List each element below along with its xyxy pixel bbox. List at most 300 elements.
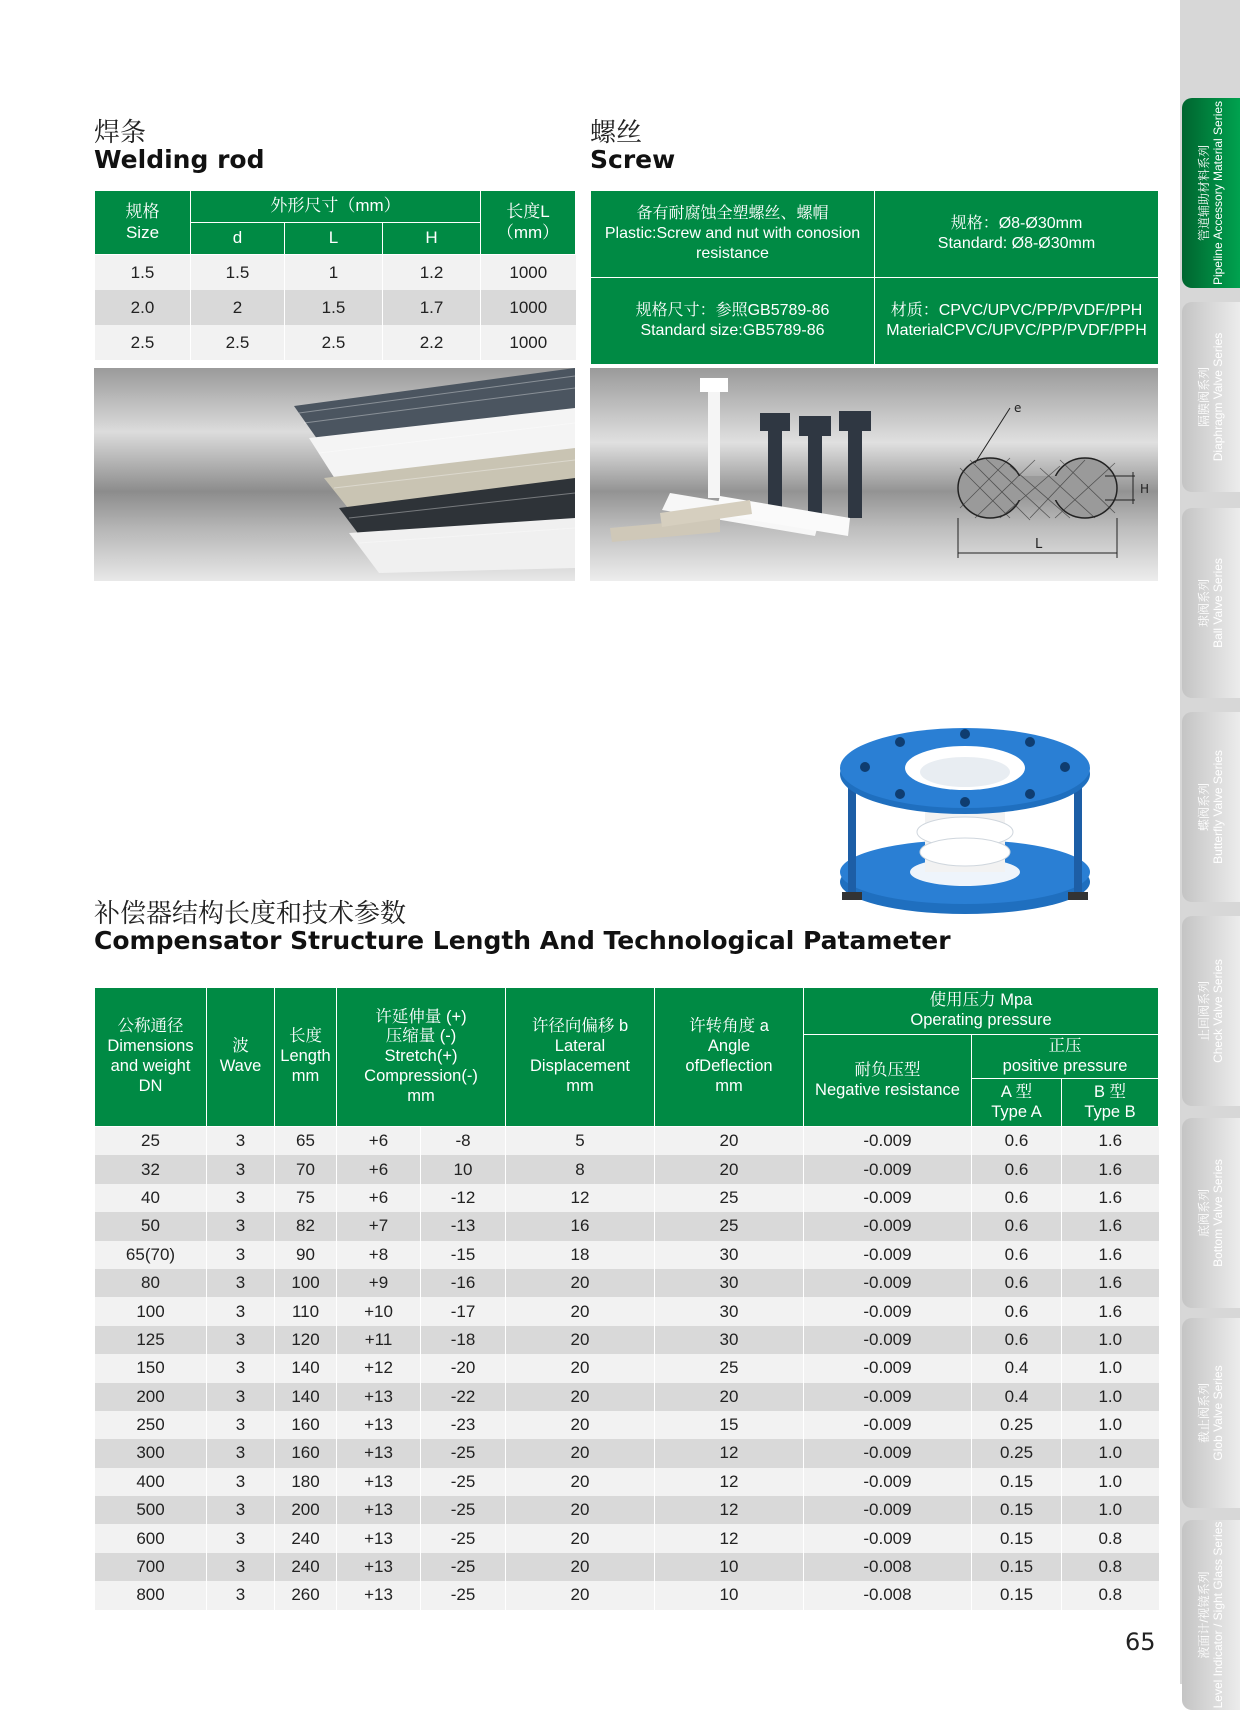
screw-photo bbox=[590, 368, 1158, 581]
negative-resistance-header bbox=[804, 1035, 972, 1127]
table-cell: 2.5 bbox=[285, 325, 383, 360]
table-cell: 80 bbox=[95, 1269, 207, 1297]
table-cell: 25 bbox=[655, 1184, 804, 1212]
side-tab-label-en: Check Valve Series bbox=[1211, 959, 1225, 1063]
side-tab-label bbox=[1197, 333, 1225, 462]
table-cell: -0.009 bbox=[804, 1269, 972, 1297]
table-cell: 0.15 bbox=[972, 1468, 1062, 1496]
table-cell: 3 bbox=[207, 1212, 275, 1240]
table-cell: 700 bbox=[95, 1553, 207, 1581]
welding-rod-title-zh: 焊条 bbox=[94, 118, 147, 148]
table-cell: 1.6 bbox=[1062, 1184, 1159, 1212]
table-cell: 0.6 bbox=[972, 1297, 1062, 1325]
table-cell: 0.8 bbox=[1062, 1524, 1159, 1552]
page-number: 65 bbox=[1125, 1628, 1156, 1656]
table-cell: -17 bbox=[421, 1297, 506, 1325]
table-cell: 32 bbox=[95, 1155, 207, 1183]
type-b-header bbox=[1062, 1079, 1159, 1127]
length-header bbox=[481, 191, 576, 255]
type-a-zh: A 型 bbox=[1000, 1082, 1033, 1101]
table-cell: +6 bbox=[337, 1155, 421, 1183]
table-cell: 0.4 bbox=[972, 1383, 1062, 1411]
compensator-illustration bbox=[830, 712, 1100, 922]
table-cell: 1.5 bbox=[191, 255, 285, 291]
table-cell: 2.5 bbox=[95, 325, 191, 360]
screw-cell-standard bbox=[875, 191, 1159, 278]
table-row bbox=[95, 1581, 1159, 1609]
screw-size-zh: 规格尺寸：参照GB5789-86 bbox=[635, 302, 830, 319]
table-cell: 1 bbox=[285, 255, 383, 291]
table-cell: 1.0 bbox=[1062, 1411, 1159, 1439]
table-cell: 260 bbox=[275, 1581, 337, 1609]
table-cell: 3 bbox=[207, 1553, 275, 1581]
table-cell: 1.0 bbox=[1062, 1439, 1159, 1467]
table-cell: -0.009 bbox=[804, 1297, 972, 1325]
table-cell: -0.009 bbox=[804, 1155, 972, 1183]
lateral-header-4: mm bbox=[566, 1076, 594, 1095]
side-tab-label-zh: 截止阀系列 bbox=[1197, 1383, 1211, 1444]
size-header-en: Size bbox=[125, 222, 160, 242]
table-row bbox=[95, 1127, 1159, 1156]
operating-pressure-zh: 使用压力 Mpa bbox=[929, 991, 1033, 1010]
angle-header-3: ofDeflection bbox=[685, 1057, 773, 1075]
table-cell: -25 bbox=[421, 1468, 506, 1496]
side-tab-label-en: Pipeline Accessory Material Series bbox=[1211, 100, 1225, 286]
side-tab-label-zh: 隔膜阀系列 bbox=[1197, 366, 1211, 428]
side-tab-label-zh: 液面计/视镜系列 bbox=[1197, 1571, 1211, 1659]
lateral-header-3: Displacement bbox=[530, 1057, 630, 1075]
dn-header-1: 公称通径 bbox=[117, 1017, 184, 1036]
side-tab[interactable] bbox=[1182, 712, 1240, 902]
table-cell: -0.008 bbox=[804, 1581, 972, 1609]
side-tab-label bbox=[1197, 558, 1225, 648]
table-cell: 25 bbox=[95, 1127, 207, 1156]
dimension-header: 外形尺寸（mm） bbox=[191, 191, 481, 223]
table-cell: 1.6 bbox=[1062, 1127, 1159, 1156]
table-cell: 75 bbox=[275, 1184, 337, 1212]
table-cell: 3 bbox=[207, 1524, 275, 1552]
length-header-unit: mm bbox=[291, 1066, 320, 1085]
table-cell: 800 bbox=[95, 1581, 207, 1609]
welding-rod-title-en: Welding rod bbox=[94, 145, 265, 174]
table-cell: -12 bbox=[421, 1184, 506, 1212]
side-tab[interactable] bbox=[1182, 98, 1240, 288]
table-cell: 20 bbox=[506, 1439, 655, 1467]
table-cell: 18 bbox=[506, 1241, 655, 1269]
table-cell: 2 bbox=[191, 290, 285, 325]
table-row bbox=[95, 1496, 1159, 1524]
wave-header bbox=[207, 988, 275, 1127]
side-tab-bar bbox=[1180, 0, 1240, 1709]
lateral-header bbox=[506, 988, 655, 1127]
table-cell: +7 bbox=[337, 1212, 421, 1240]
table-cell: -15 bbox=[421, 1241, 506, 1269]
l-header: L bbox=[285, 223, 383, 255]
length-header bbox=[275, 988, 337, 1127]
table-cell: 16 bbox=[506, 1212, 655, 1240]
side-tab-label-en: Diaphragm Valve Series bbox=[1211, 332, 1225, 462]
table-cell: +12 bbox=[337, 1354, 421, 1382]
size-header-zh: 规格 bbox=[125, 202, 160, 222]
screw-table bbox=[590, 190, 1159, 365]
table-cell: -22 bbox=[421, 1383, 506, 1411]
screw-size-en: Standard size:GB5789-86 bbox=[640, 322, 825, 339]
table-cell: +10 bbox=[337, 1297, 421, 1325]
table-cell: 65(70) bbox=[95, 1241, 207, 1269]
side-tab-label bbox=[1197, 750, 1225, 864]
length-header-zh: 长度L bbox=[506, 202, 550, 222]
table-cell: -0.009 bbox=[804, 1212, 972, 1240]
table-row bbox=[95, 290, 576, 325]
type-b-zh: B 型 bbox=[1093, 1082, 1127, 1101]
table-cell: -0.009 bbox=[804, 1468, 972, 1496]
table-cell: 3 bbox=[207, 1184, 275, 1212]
table-cell: 1.6 bbox=[1062, 1269, 1159, 1297]
table-cell: 20 bbox=[506, 1553, 655, 1581]
table-cell: 20 bbox=[506, 1581, 655, 1609]
type-a-header bbox=[972, 1079, 1062, 1127]
table-cell: 100 bbox=[95, 1297, 207, 1325]
table-cell: -25 bbox=[421, 1439, 506, 1467]
table-cell: 0.15 bbox=[972, 1496, 1062, 1524]
table-cell: 125 bbox=[95, 1326, 207, 1354]
side-tab[interactable] bbox=[1182, 1318, 1240, 1508]
table-row bbox=[95, 1326, 1159, 1354]
table-cell: 3 bbox=[207, 1297, 275, 1325]
screw-cell-material bbox=[875, 278, 1159, 365]
screw-material-zh: 材质：CPVC/UPVC/PP/PVDF/PPH bbox=[890, 302, 1143, 319]
table-cell: 20 bbox=[506, 1326, 655, 1354]
table-cell: 0.8 bbox=[1062, 1553, 1159, 1581]
table-cell: -0.009 bbox=[804, 1439, 972, 1467]
table-cell: 3 bbox=[207, 1155, 275, 1183]
side-tab[interactable] bbox=[1182, 1520, 1240, 1710]
table-row bbox=[95, 1354, 1159, 1382]
table-cell: -0.009 bbox=[804, 1127, 972, 1156]
table-cell: 300 bbox=[95, 1439, 207, 1467]
side-tab-label-zh: 底阀系列 bbox=[1197, 1188, 1211, 1238]
stretch-header-1: 许延伸量 (+) bbox=[375, 1007, 467, 1026]
table-cell: 400 bbox=[95, 1468, 207, 1496]
table-cell: 90 bbox=[275, 1241, 337, 1269]
table-cell: 12 bbox=[655, 1524, 804, 1552]
side-tab-label-zh: 止回阀系列 bbox=[1197, 980, 1211, 1042]
table-row bbox=[95, 1155, 1159, 1183]
table-cell: 240 bbox=[275, 1524, 337, 1552]
lateral-header-1: 许径向偏移 b bbox=[531, 1017, 629, 1036]
wave-header-en: Wave bbox=[219, 1057, 262, 1075]
screw-material-en: MaterialCPVC/UPVC/PP/PVDF/PPH bbox=[886, 322, 1147, 339]
table-cell: 25 bbox=[655, 1212, 804, 1240]
table-cell: 8 bbox=[506, 1155, 655, 1183]
side-tab[interactable] bbox=[1182, 508, 1240, 698]
table-cell: 2.5 bbox=[191, 325, 285, 360]
compensator-title-en: Compensator Structure Length And Technological Patameter bbox=[94, 926, 951, 955]
table-cell: 1.7 bbox=[383, 290, 481, 325]
positive-pressure-en: positive pressure bbox=[1002, 1056, 1128, 1075]
table-cell: 25 bbox=[655, 1354, 804, 1382]
stretch-header-2: 压缩量 (-) bbox=[385, 1027, 457, 1046]
table-cell: 30 bbox=[655, 1326, 804, 1354]
table-cell: +11 bbox=[337, 1326, 421, 1354]
side-tab-label bbox=[1197, 959, 1225, 1063]
table-cell: 0.25 bbox=[972, 1439, 1062, 1467]
table-cell: 3 bbox=[207, 1269, 275, 1297]
table-cell: 12 bbox=[655, 1468, 804, 1496]
table-cell: -20 bbox=[421, 1354, 506, 1382]
table-cell: 3 bbox=[207, 1411, 275, 1439]
operating-pressure-en: Operating pressure bbox=[910, 1011, 1052, 1029]
table-cell: 180 bbox=[275, 1468, 337, 1496]
table-cell: 0.15 bbox=[972, 1553, 1062, 1581]
side-tab-label bbox=[1197, 1522, 1225, 1709]
table-row bbox=[95, 255, 576, 291]
table-cell: +13 bbox=[337, 1411, 421, 1439]
table-cell: 0.25 bbox=[972, 1411, 1062, 1439]
table-cell: 1.6 bbox=[1062, 1241, 1159, 1269]
table-cell: -0.009 bbox=[804, 1354, 972, 1382]
compensator-title-zh: 补偿器结构长度和技术参数 bbox=[94, 899, 407, 929]
table-cell: 3 bbox=[207, 1127, 275, 1156]
table-cell: 3 bbox=[207, 1383, 275, 1411]
table-cell: 120 bbox=[275, 1326, 337, 1354]
table-cell: 20 bbox=[506, 1524, 655, 1552]
table-cell: +13 bbox=[337, 1581, 421, 1609]
table-cell: +8 bbox=[337, 1241, 421, 1269]
table-cell: -0.009 bbox=[804, 1383, 972, 1411]
table-cell: -8 bbox=[421, 1127, 506, 1156]
table-row bbox=[95, 1524, 1159, 1552]
table-cell: 500 bbox=[95, 1496, 207, 1524]
positive-pressure-zh: 正压 bbox=[1048, 1036, 1082, 1055]
table-cell: 1.6 bbox=[1062, 1155, 1159, 1183]
table-cell: 3 bbox=[207, 1354, 275, 1382]
table-cell: 250 bbox=[95, 1411, 207, 1439]
side-tab[interactable] bbox=[1182, 302, 1240, 492]
dn-header-3: and weight bbox=[110, 1057, 191, 1075]
table-cell: -0.009 bbox=[804, 1411, 972, 1439]
table-row bbox=[95, 1269, 1159, 1297]
side-tab-label-en: Glob Valve Series bbox=[1211, 1365, 1225, 1461]
screw-cell-plastic bbox=[591, 191, 875, 278]
table-cell: 12 bbox=[655, 1439, 804, 1467]
angle-header-2: Angle bbox=[707, 1037, 751, 1056]
table-cell: 100 bbox=[275, 1269, 337, 1297]
table-cell: 40 bbox=[95, 1184, 207, 1212]
table-cell: 20 bbox=[506, 1269, 655, 1297]
side-tab-label bbox=[1197, 1159, 1225, 1267]
screw-cell-size bbox=[591, 278, 875, 365]
table-cell: -0.008 bbox=[804, 1553, 972, 1581]
table-cell: 0.6 bbox=[972, 1241, 1062, 1269]
table-cell: 20 bbox=[506, 1383, 655, 1411]
table-row bbox=[95, 1297, 1159, 1325]
table-cell: +6 bbox=[337, 1127, 421, 1156]
table-cell: 3 bbox=[207, 1496, 275, 1524]
side-tab-label bbox=[1197, 101, 1225, 285]
table-cell: 1.5 bbox=[285, 290, 383, 325]
table-cell: 10 bbox=[421, 1155, 506, 1183]
welding-rod-photo bbox=[94, 368, 575, 581]
table-cell: +13 bbox=[337, 1468, 421, 1496]
screw-plastic-zh: 备有耐腐蚀全塑螺丝、螺帽 bbox=[636, 205, 829, 222]
table-cell: +13 bbox=[337, 1524, 421, 1552]
side-tab[interactable] bbox=[1182, 1118, 1240, 1308]
table-cell: 0.6 bbox=[972, 1184, 1062, 1212]
table-row bbox=[95, 1383, 1159, 1411]
welding-rod-table bbox=[94, 190, 576, 360]
table-cell: 20 bbox=[655, 1155, 804, 1183]
table-cell: 30 bbox=[655, 1241, 804, 1269]
negative-resistance-en: Negative resistance bbox=[815, 1080, 960, 1099]
table-cell: 1.6 bbox=[1062, 1212, 1159, 1240]
table-cell: 1.0 bbox=[1062, 1468, 1159, 1496]
table-row bbox=[95, 325, 576, 360]
diagram-label-h: H bbox=[1140, 482, 1150, 496]
table-cell: 3 bbox=[207, 1326, 275, 1354]
table-cell: 0.6 bbox=[972, 1155, 1062, 1183]
table-cell: 2.2 bbox=[383, 325, 481, 360]
screw-title-en: Screw bbox=[590, 145, 676, 174]
dn-header-4: DN bbox=[138, 1076, 163, 1095]
screw-plastic-en: Plastic:Screw and nut with conosion resistance bbox=[604, 225, 861, 262]
table-cell: 0.15 bbox=[972, 1581, 1062, 1609]
table-cell: 1.6 bbox=[1062, 1297, 1159, 1325]
stretch-header bbox=[337, 988, 506, 1127]
table-cell: 160 bbox=[275, 1439, 337, 1467]
table-cell: 3 bbox=[207, 1581, 275, 1609]
table-cell: 1000 bbox=[481, 290, 576, 325]
table-cell: 20 bbox=[655, 1383, 804, 1411]
length-header-zh: 长度 bbox=[289, 1027, 322, 1046]
table-cell: 200 bbox=[95, 1383, 207, 1411]
length-header-unit: （mm） bbox=[496, 222, 560, 242]
table-cell: 140 bbox=[275, 1354, 337, 1382]
compensator-photo bbox=[830, 712, 1100, 922]
table-cell: +13 bbox=[337, 1553, 421, 1581]
screw-standard-en: Standard: Ø8-Ø30mm bbox=[937, 235, 1096, 252]
side-tab-label bbox=[1197, 1365, 1225, 1460]
type-a-en: Type A bbox=[991, 1102, 1042, 1121]
stretch-header-4: Compression(-) bbox=[364, 1066, 478, 1085]
angle-header-1: 许转角度 a bbox=[689, 1017, 769, 1036]
side-tab-label-zh: 蝶阀系列 bbox=[1197, 782, 1211, 832]
table-cell: 1.0 bbox=[1062, 1326, 1159, 1354]
table-cell: 0.6 bbox=[972, 1326, 1062, 1354]
table-row bbox=[95, 1439, 1159, 1467]
table-cell: 15 bbox=[655, 1411, 804, 1439]
side-tab-label-zh: 球阀系列 bbox=[1197, 578, 1211, 628]
table-cell: 240 bbox=[275, 1553, 337, 1581]
table-cell: -18 bbox=[421, 1326, 506, 1354]
table-cell: -16 bbox=[421, 1269, 506, 1297]
diagram-label-e: e bbox=[1014, 401, 1022, 415]
table-cell: -13 bbox=[421, 1212, 506, 1240]
table-cell: -0.009 bbox=[804, 1326, 972, 1354]
table-cell: -0.009 bbox=[804, 1184, 972, 1212]
table-cell: -0.009 bbox=[804, 1524, 972, 1552]
side-tab-label-zh: 管道辅助材料系列 bbox=[1197, 144, 1211, 242]
table-cell: 1.5 bbox=[95, 255, 191, 291]
size-header bbox=[95, 191, 191, 255]
table-cell: 1000 bbox=[481, 255, 576, 291]
table-cell: 12 bbox=[506, 1184, 655, 1212]
table-cell: 30 bbox=[655, 1269, 804, 1297]
table-cell: 1.0 bbox=[1062, 1496, 1159, 1524]
operating-pressure-header bbox=[804, 988, 1159, 1035]
table-cell: +13 bbox=[337, 1439, 421, 1467]
table-cell: 200 bbox=[275, 1496, 337, 1524]
table-cell: 110 bbox=[275, 1297, 337, 1325]
screw-standard-zh: 规格：Ø8-Ø30mm bbox=[950, 215, 1083, 232]
table-cell: 1.2 bbox=[383, 255, 481, 291]
table-cell: 20 bbox=[655, 1127, 804, 1156]
side-tab-label-en: Bottom Valve Series bbox=[1211, 1159, 1225, 1267]
diagram-label-l: L bbox=[1035, 537, 1043, 552]
type-b-en: Type B bbox=[1084, 1102, 1136, 1121]
table-cell: 3 bbox=[207, 1468, 275, 1496]
angle-header bbox=[655, 988, 804, 1127]
table-cell: 20 bbox=[506, 1297, 655, 1325]
table-cell: -23 bbox=[421, 1411, 506, 1439]
table-cell: 20 bbox=[506, 1496, 655, 1524]
table-cell: 600 bbox=[95, 1524, 207, 1552]
side-tab-label-en: Ball Valve Series bbox=[1211, 558, 1225, 648]
table-cell: 3 bbox=[207, 1241, 275, 1269]
wave-header-zh: 波 bbox=[232, 1037, 249, 1056]
table-cell: 10 bbox=[655, 1581, 804, 1609]
table-cell: 1.0 bbox=[1062, 1383, 1159, 1411]
screws-illustration bbox=[590, 368, 1158, 581]
table-cell: +13 bbox=[337, 1383, 421, 1411]
table-cell: 65 bbox=[275, 1127, 337, 1156]
screw-title-zh: 螺丝 bbox=[590, 118, 643, 148]
h-header: H bbox=[383, 223, 481, 255]
table-cell: 12 bbox=[655, 1496, 804, 1524]
stretch-header-5: mm bbox=[407, 1086, 435, 1105]
angle-header-4: mm bbox=[715, 1076, 743, 1095]
table-cell: 20 bbox=[506, 1354, 655, 1382]
table-cell: 20 bbox=[506, 1468, 655, 1496]
length-header-en: Length bbox=[280, 1047, 331, 1066]
table-cell: +9 bbox=[337, 1269, 421, 1297]
table-row bbox=[95, 1184, 1159, 1212]
table-cell: 1000 bbox=[481, 325, 576, 360]
positive-pressure-header bbox=[972, 1035, 1159, 1079]
table-cell: 0.8 bbox=[1062, 1581, 1159, 1609]
table-row bbox=[95, 1241, 1159, 1269]
side-tab[interactable] bbox=[1182, 916, 1240, 1106]
table-cell: 3 bbox=[207, 1439, 275, 1467]
welding-rods-illustration bbox=[94, 368, 575, 581]
side-tab-label-en: Level Indicator / Sight Glass Series bbox=[1211, 1521, 1225, 1709]
table-cell: -25 bbox=[421, 1553, 506, 1581]
table-cell: 50 bbox=[95, 1212, 207, 1240]
table-row bbox=[95, 1553, 1159, 1581]
d-header: d bbox=[191, 223, 285, 255]
table-cell: +6 bbox=[337, 1184, 421, 1212]
lateral-header-2: Lateral bbox=[554, 1037, 606, 1056]
table-cell: 5 bbox=[506, 1127, 655, 1156]
table-cell: 0.6 bbox=[972, 1212, 1062, 1240]
table-cell: 30 bbox=[655, 1297, 804, 1325]
table-cell: 2.0 bbox=[95, 290, 191, 325]
table-cell: 140 bbox=[275, 1383, 337, 1411]
dn-header-2: Dimensions bbox=[107, 1037, 194, 1056]
stretch-header-3: Stretch(+) bbox=[384, 1047, 458, 1066]
table-cell: -0.009 bbox=[804, 1496, 972, 1524]
compensator-table bbox=[94, 987, 1159, 1610]
